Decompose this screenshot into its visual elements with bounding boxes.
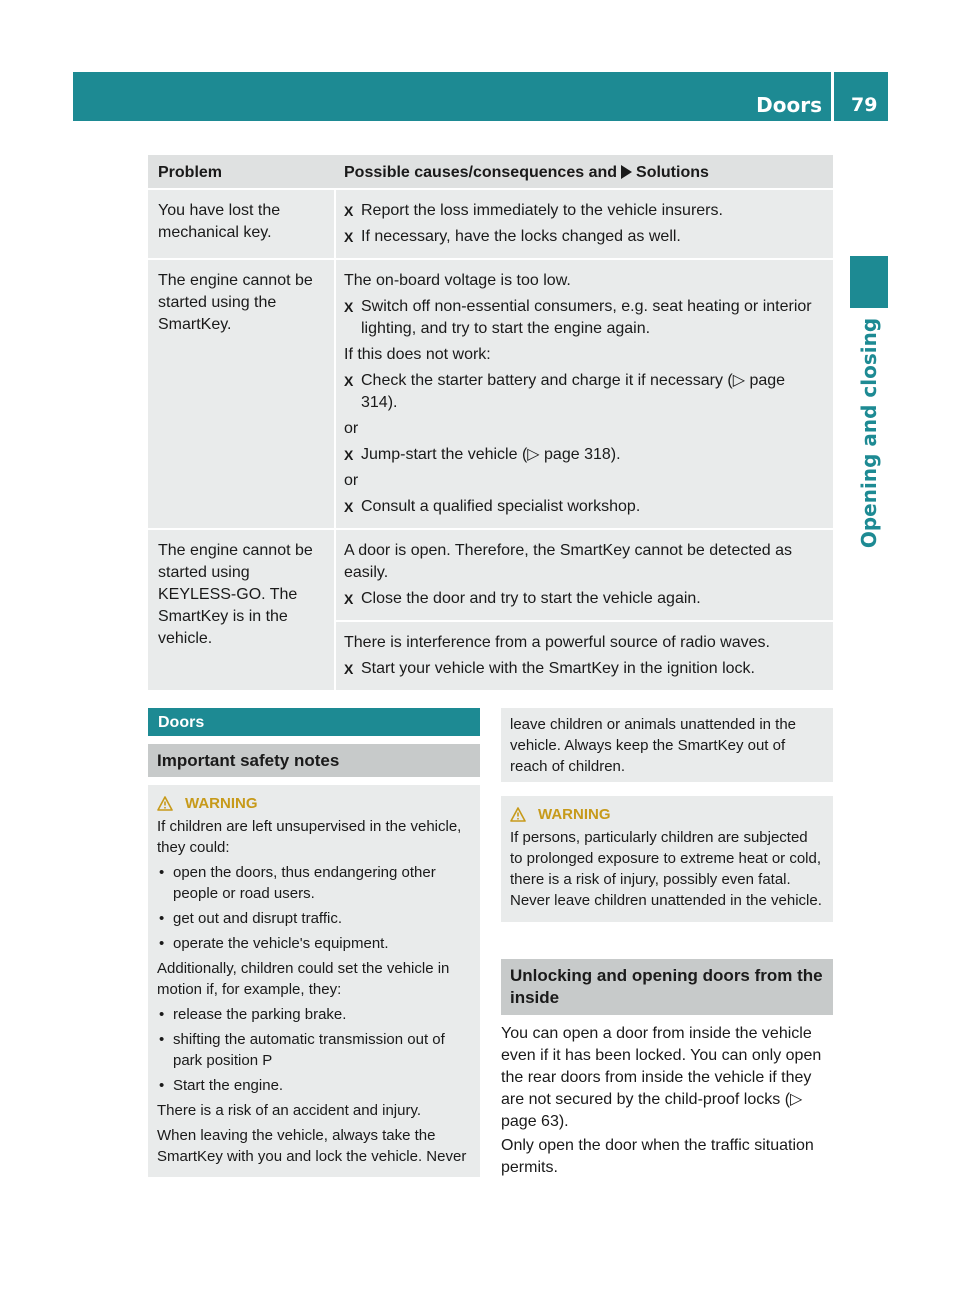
solution-step: X Report the loss immediately to the vehicle insurers.: [344, 200, 825, 222]
header-divider: [831, 72, 834, 121]
header-solutions-label: Solutions: [636, 164, 709, 181]
warning-risk: There is a risk of an accident and injury.: [157, 1102, 422, 1119]
cause-text: If this does not work:: [344, 346, 491, 363]
solution-step: X Close the door and try to start the vehicle again.: [344, 588, 825, 610]
step-arrow-icon: X: [344, 499, 354, 515]
list-item: • release the parking brake.: [157, 1004, 471, 1025]
problem-cell: The engine cannot be started using KEYLESS-GO. The SmartKey is in the vehicle.: [148, 530, 334, 690]
cause-text: A door is open. Therefore, the SmartKey cannot be detected as easily.: [344, 542, 792, 581]
list-item: • operate the vehicle's equipment.: [157, 933, 471, 954]
warning-bullets-2: [157, 1004, 471, 1096]
warning-heading: [157, 793, 471, 814]
list-item: • get out and disrupt traffic.: [157, 908, 471, 929]
cause-text: The on-board voltage is too low.: [344, 272, 571, 289]
solution-step: X If necessary, have the locks changed as well.: [344, 226, 825, 248]
unlocking-body-1: You can open a door from inside the vehicle even if it has been locked. You can only open the rear doors from inside the vehicle if they are not secured by the child-proof locks (▷ page 63).: [501, 1025, 822, 1130]
warning-leaving: When leaving the vehicle, always take the SmartKey with you and lock the vehicle. Never: [157, 1127, 467, 1165]
header-problem: Problem: [158, 164, 223, 181]
step-arrow-icon: X: [344, 591, 354, 607]
step-arrow-icon: X: [344, 203, 354, 219]
page-header: [73, 72, 888, 121]
section-title-doors: Doors: [148, 708, 480, 736]
list-item: • Start the engine.: [157, 1075, 471, 1096]
warning-heat-text: If persons, particularly children are subjected to prolonged exposure to extreme heat or cold, there is a risk of injury, possibly even fatal. Never leave children unattended in the vehicle.: [510, 829, 822, 909]
step-arrow-icon: X: [344, 447, 354, 463]
solution-step: X Check the starter battery and charge it if necessary (▷ page 314).: [344, 372, 786, 411]
solutions-cell: [336, 260, 833, 528]
step-arrow-icon: X: [344, 299, 354, 315]
warning-triangle-icon: [510, 807, 526, 822]
header-section-title: Doors: [756, 93, 822, 117]
warning-heading-2: [510, 804, 824, 825]
problem-cell: The engine cannot be started using the SmartKey.: [148, 260, 334, 528]
side-tab-marker: [850, 256, 888, 308]
list-item: • open the doors, thus endangering other people or road users.: [157, 862, 471, 904]
solution-step: X Jump-start the vehicle (▷ page 318).: [344, 444, 825, 466]
problem-cell: You have lost the mechanical key.: [148, 190, 334, 258]
header-solutions: [336, 155, 709, 188]
warning-intro: If children are left unsupervised in the vehicle, they could:: [157, 818, 462, 856]
solutions-cell: [336, 530, 833, 620]
step-arrow-icon: X: [344, 661, 354, 677]
cause-text: or: [344, 472, 359, 489]
header-causes-label: Possible causes/consequences and: [344, 164, 618, 181]
warning-label-2: WARNING: [538, 806, 611, 823]
solutions-column: [336, 260, 833, 528]
side-tab-label: Opening and closing: [857, 317, 881, 549]
subsection-title-safety: Important safety notes: [148, 744, 480, 777]
solutions-column: [336, 530, 833, 690]
warning-box-heat: [501, 796, 833, 922]
troubleshooting-table: [148, 155, 833, 690]
warning-label: WARNING: [185, 795, 258, 812]
play-arrow-icon: [621, 165, 632, 179]
table-body: [148, 190, 833, 690]
step-arrow-icon: X: [344, 229, 354, 245]
page-number: 79: [851, 94, 878, 116]
table-row: [148, 260, 833, 528]
right-column: [501, 708, 833, 1179]
list-item: • shifting the automatic transmission out of park position P: [157, 1029, 471, 1071]
warning-continuation: leave children or animals unattended in the vehicle. Always keep the SmartKey out of reach of children.: [501, 708, 833, 782]
warning-additional: Additionally, children could set the vehicle in motion if, for example, they:: [157, 960, 450, 998]
table-header: [148, 155, 833, 188]
warning-triangle-icon: [157, 796, 173, 811]
table-row: [148, 190, 833, 258]
cause-text: or: [344, 420, 359, 437]
solution-step: X Switch off non-essential consumers, e.g. seat heating or interior lighting, and try to start the engine again.: [344, 298, 812, 337]
unlocking-body-2: Only open the door when the traffic situation permits.: [501, 1137, 814, 1176]
solutions-column: [336, 190, 833, 258]
cause-text: There is interference from a powerful source of radio waves.: [344, 634, 770, 651]
left-column: [148, 708, 480, 1177]
warning-box-children: [148, 785, 480, 1177]
warning-bullets-1: [157, 862, 471, 954]
side-tab: [850, 318, 888, 548]
solution-step: X Consult a qualified specialist workshop.: [344, 496, 825, 518]
step-arrow-icon: X: [344, 373, 354, 389]
solution-step: X Start your vehicle with the SmartKey in the ignition lock.: [344, 658, 825, 680]
table-row: [148, 530, 833, 690]
subsection-title-unlocking: Unlocking and opening doors from the inside: [501, 959, 833, 1015]
solutions-cell: [336, 622, 833, 690]
solutions-cell: [336, 190, 833, 258]
